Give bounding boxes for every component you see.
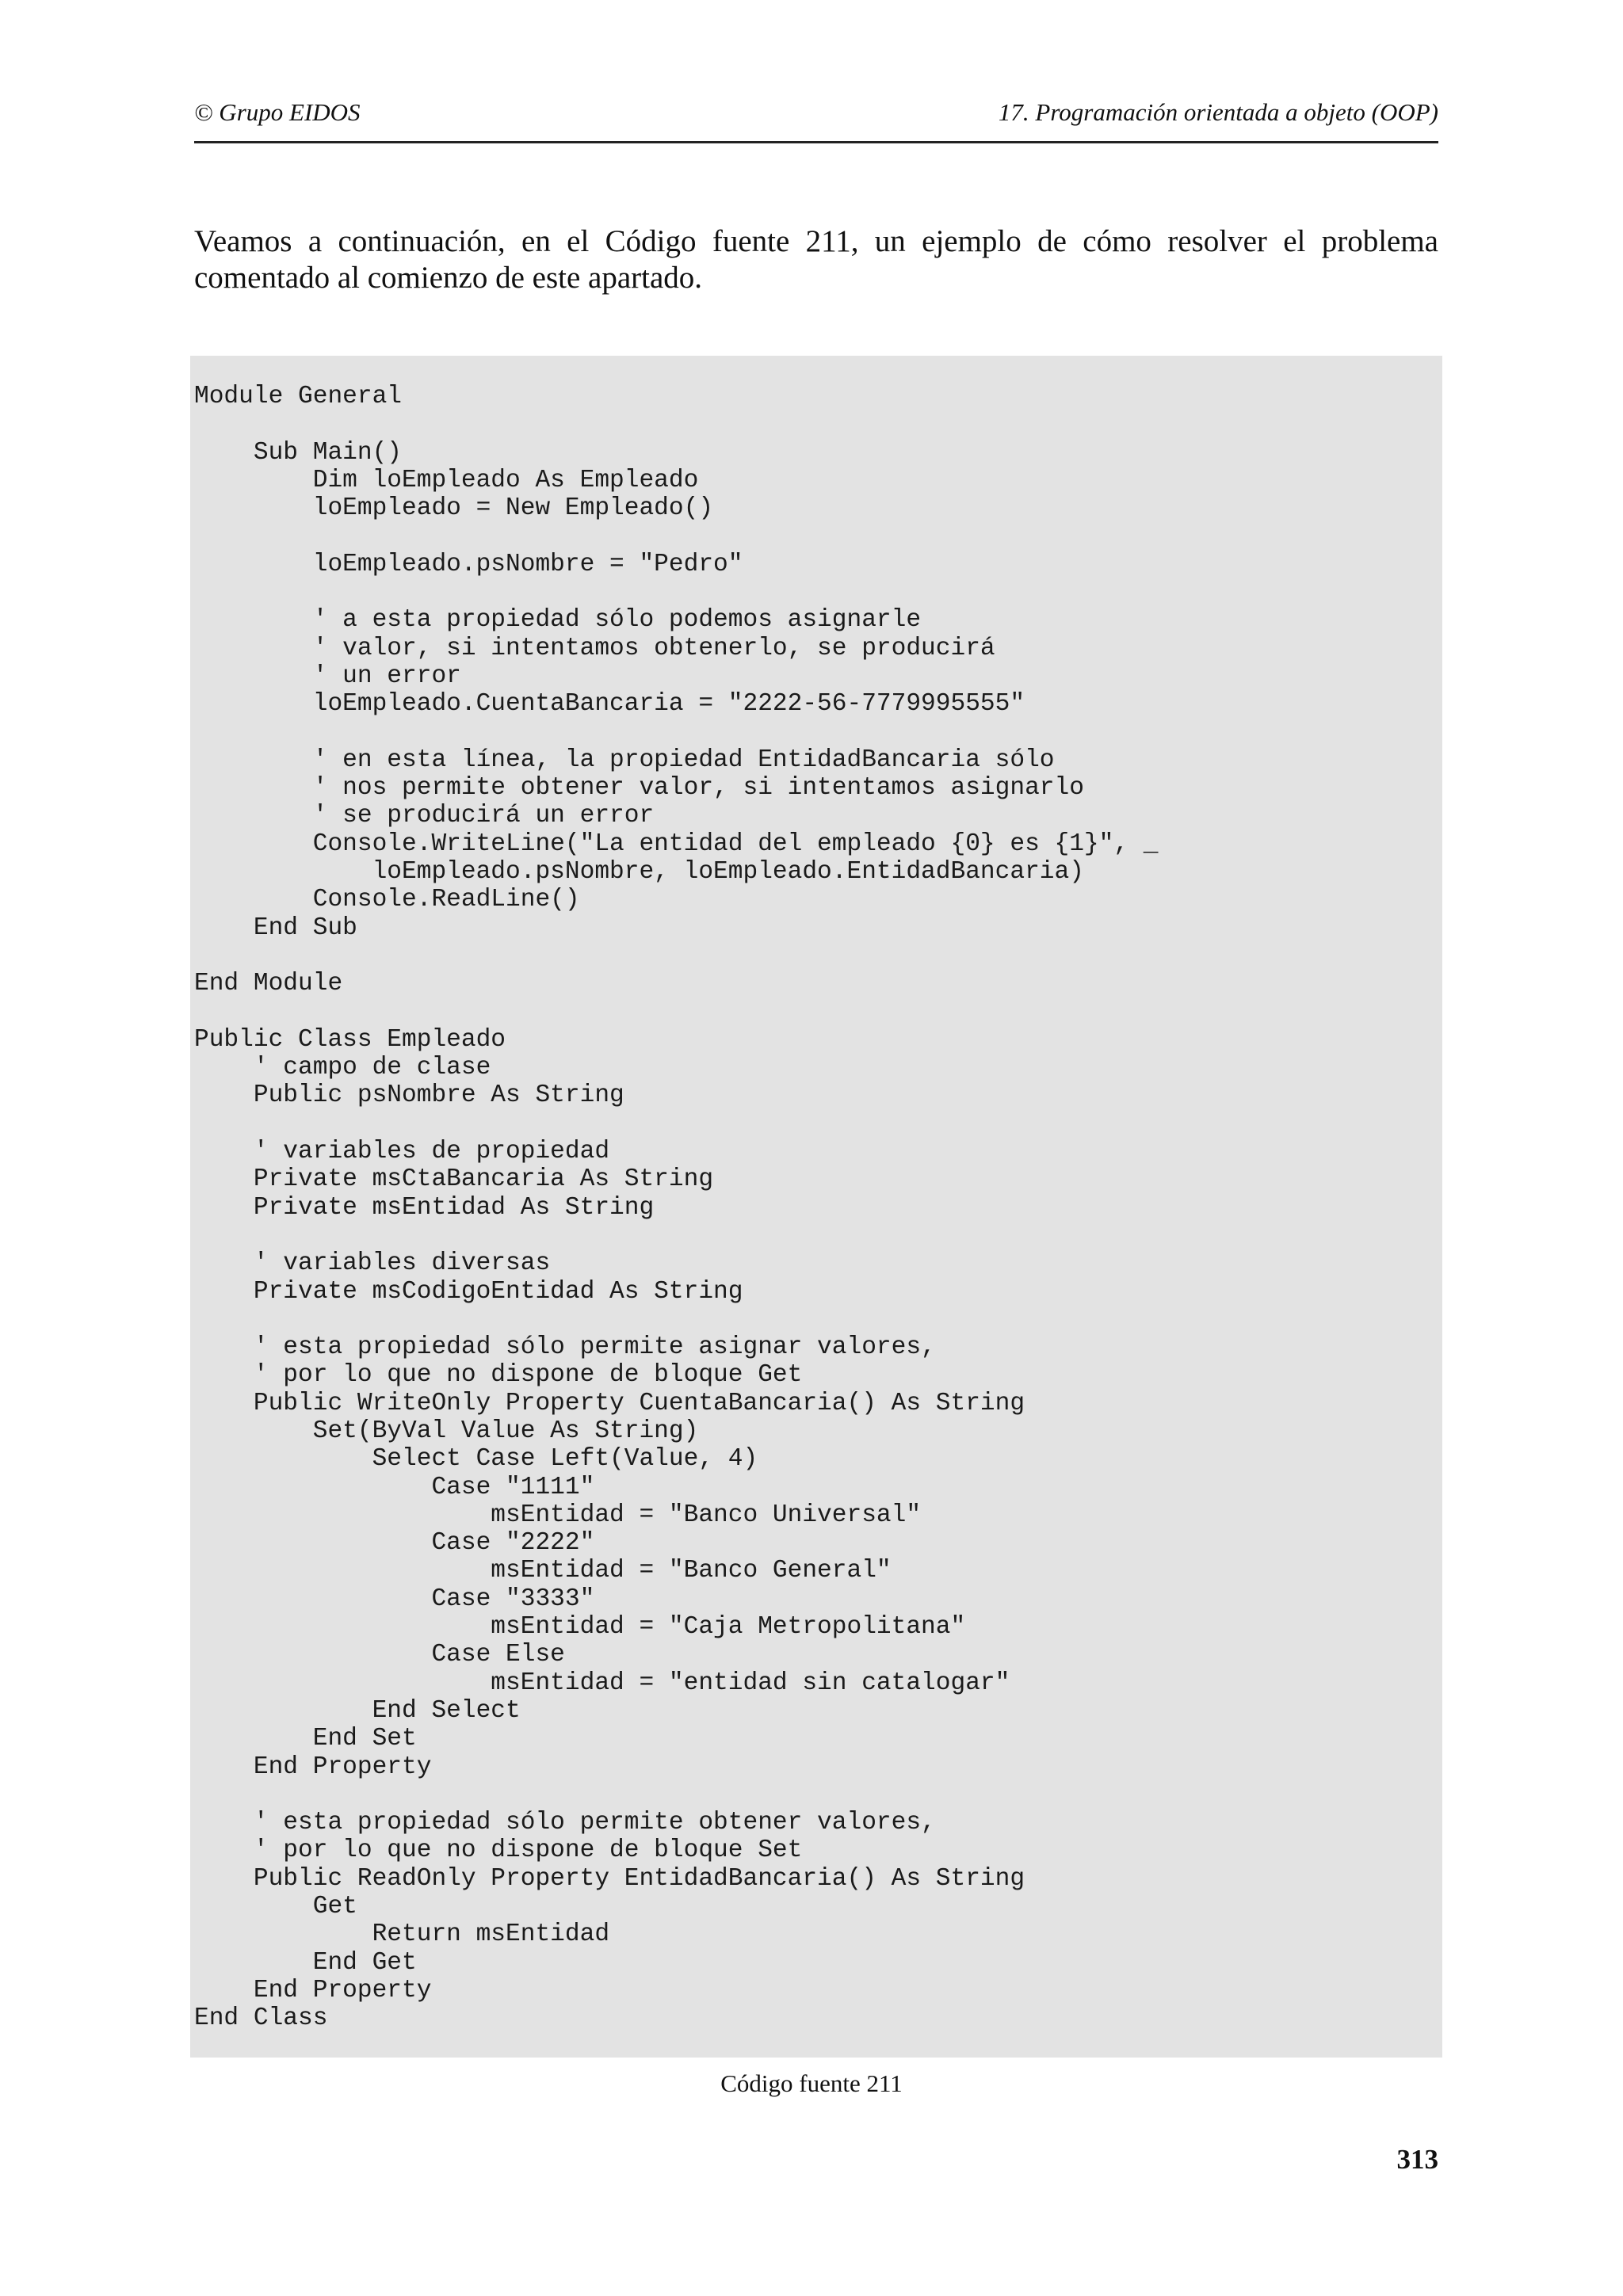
chapter-title: 17. Programación orientada a objeto (OOP) bbox=[998, 98, 1438, 126]
intro-paragraph: Veamos a continuación, en el Código fuente 211, un ejemplo de cómo resolver el problema comentado al comienzo de este apartado. bbox=[194, 224, 1438, 295]
code-caption: Código fuente 211 bbox=[720, 2069, 903, 2097]
code-listing: Module General Sub Main() Dim loEmpleado As Empleado loEmpleado = New Empleado() loEmpleado.psNombre = "Pedro" ' a esta propiedad sólo podemos asignarle ' valor, si intentamos obtenerlo, se producirá ' un error loEmpleado.CuentaBancaria = "2222-56-7779995555" ' en esta línea, la propiedad EntidadBancaria sólo ' nos permite obtener valor, si intentamos asignarlo ' se producirá un error Console.WriteLine("La entidad del empleado {0} es {1}", _ loEmpleado.psNombre, loEmpleado.EntidadBancaria) Console.ReadLine() End Sub End Module Public Class Empleado ' campo de clase Public psNombre As String ' variables de propiedad Private msCtaBancaria As String Private msEntidad As String ' variables diversas Private msCodigoEntidad As String ' esta propiedad sólo permite asignar valores, ' por lo que no dispone de bloque Get Public WriteOnly Property CuentaBancaria() As String Set(ByVal Value As String) Select Case Left(Value, 4) Case "1111" msEntidad = "Banco Universal" Case "2222" msEntidad = "Banco General" Case "3333" msEntidad = "Caja Metropolitana" Case Else msEntidad = "entidad sin catalogar" End Select End Set End Property ' esta propiedad sólo permite obtener valores, ' por lo que no dispone de bloque Set Public ReadOnly Property EntidadBancaria() As String Get Return msEntidad End Get End Property End Class bbox=[194, 383, 1159, 2033]
code-listing-box bbox=[190, 356, 1442, 2058]
page-number: 313 bbox=[1396, 2144, 1438, 2175]
page-header bbox=[194, 93, 1438, 143]
publisher-label: © Grupo EIDOS bbox=[194, 98, 361, 126]
